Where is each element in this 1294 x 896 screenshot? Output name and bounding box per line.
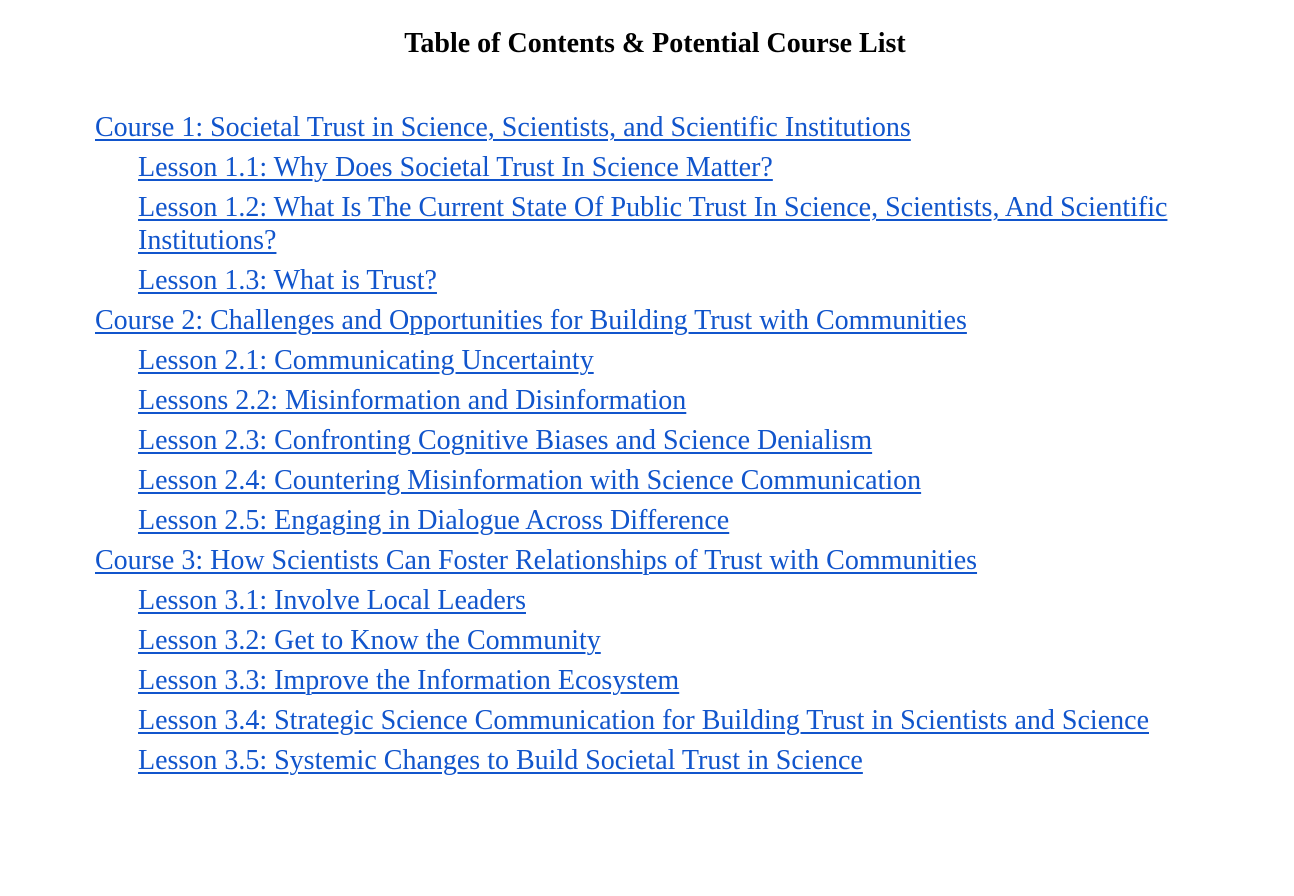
course-2-link[interactable]: Course 2: Challenges and Opportunities for Building Trust with Communities — [95, 305, 967, 336]
lesson-1-2-link[interactable]: Lesson 1.2: What Is The Current State Of Public Trust In Science, Scientists, And Scientific Institutions? — [138, 192, 1168, 256]
lesson-1-1-link[interactable]: Lesson 1.1: Why Does Societal Trust In Science Matter? — [138, 152, 773, 183]
toc-lesson-1-1 — [95, 150, 1215, 190]
lesson-3-1-link[interactable]: Lesson 3.1: Involve Local Leaders — [138, 585, 526, 616]
toc-course-1 — [95, 110, 1215, 150]
toc-lesson-1-2 — [95, 190, 1215, 263]
toc-lesson-2-4 — [95, 463, 1215, 503]
course-1-link[interactable]: Course 1: Societal Trust in Science, Scientists, and Scientific Institutions — [95, 112, 911, 143]
lesson-3-5-link[interactable]: Lesson 3.5: Systemic Changes to Build Societal Trust in Science — [138, 745, 863, 776]
toc-lesson-3-2 — [95, 623, 1215, 663]
lesson-3-3-link[interactable]: Lesson 3.3: Improve the Information Ecosystem — [138, 665, 680, 696]
toc-lesson-3-1 — [95, 583, 1215, 623]
toc-lesson-3-5 — [95, 743, 1215, 783]
course-3-link[interactable]: Course 3: How Scientists Can Foster Relationships of Trust with Communities — [95, 545, 978, 576]
toc-lesson-2-5 — [95, 503, 1215, 543]
toc-course-3 — [95, 543, 1215, 583]
toc-lesson-3-3 — [95, 663, 1215, 703]
lesson-1-3-link[interactable]: Lesson 1.3: What is Trust? — [138, 265, 437, 296]
toc-lesson-2-2 — [95, 383, 1215, 423]
toc-lesson-2-1 — [95, 343, 1215, 383]
table-of-contents — [95, 110, 1215, 783]
lesson-2-3-link[interactable]: Lesson 2.3: Confronting Cognitive Biases and Science Denialism — [138, 425, 873, 456]
lesson-3-2-link[interactable]: Lesson 3.2: Get to Know the Community — [138, 625, 601, 656]
lesson-2-2-link[interactable]: Lessons 2.2: Misinformation and Disinformation — [138, 385, 687, 416]
toc-course-2 — [95, 303, 1215, 343]
lesson-2-4-link[interactable]: Lesson 2.4: Countering Misinformation with Science Communication — [138, 465, 922, 496]
lesson-2-5-link[interactable]: Lesson 2.5: Engaging in Dialogue Across Difference — [138, 505, 730, 536]
lesson-2-1-link[interactable]: Lesson 2.1: Communicating Uncertainty — [138, 345, 594, 376]
toc-lesson-3-4 — [95, 703, 1215, 743]
toc-lesson-2-3 — [95, 423, 1215, 463]
page-title: Table of Contents & Potential Course List — [404, 28, 906, 59]
lesson-3-4-link[interactable]: Lesson 3.4: Strategic Science Communication for Building Trust in Scientists and Science — [138, 705, 1149, 736]
toc-lesson-1-3 — [95, 263, 1215, 303]
